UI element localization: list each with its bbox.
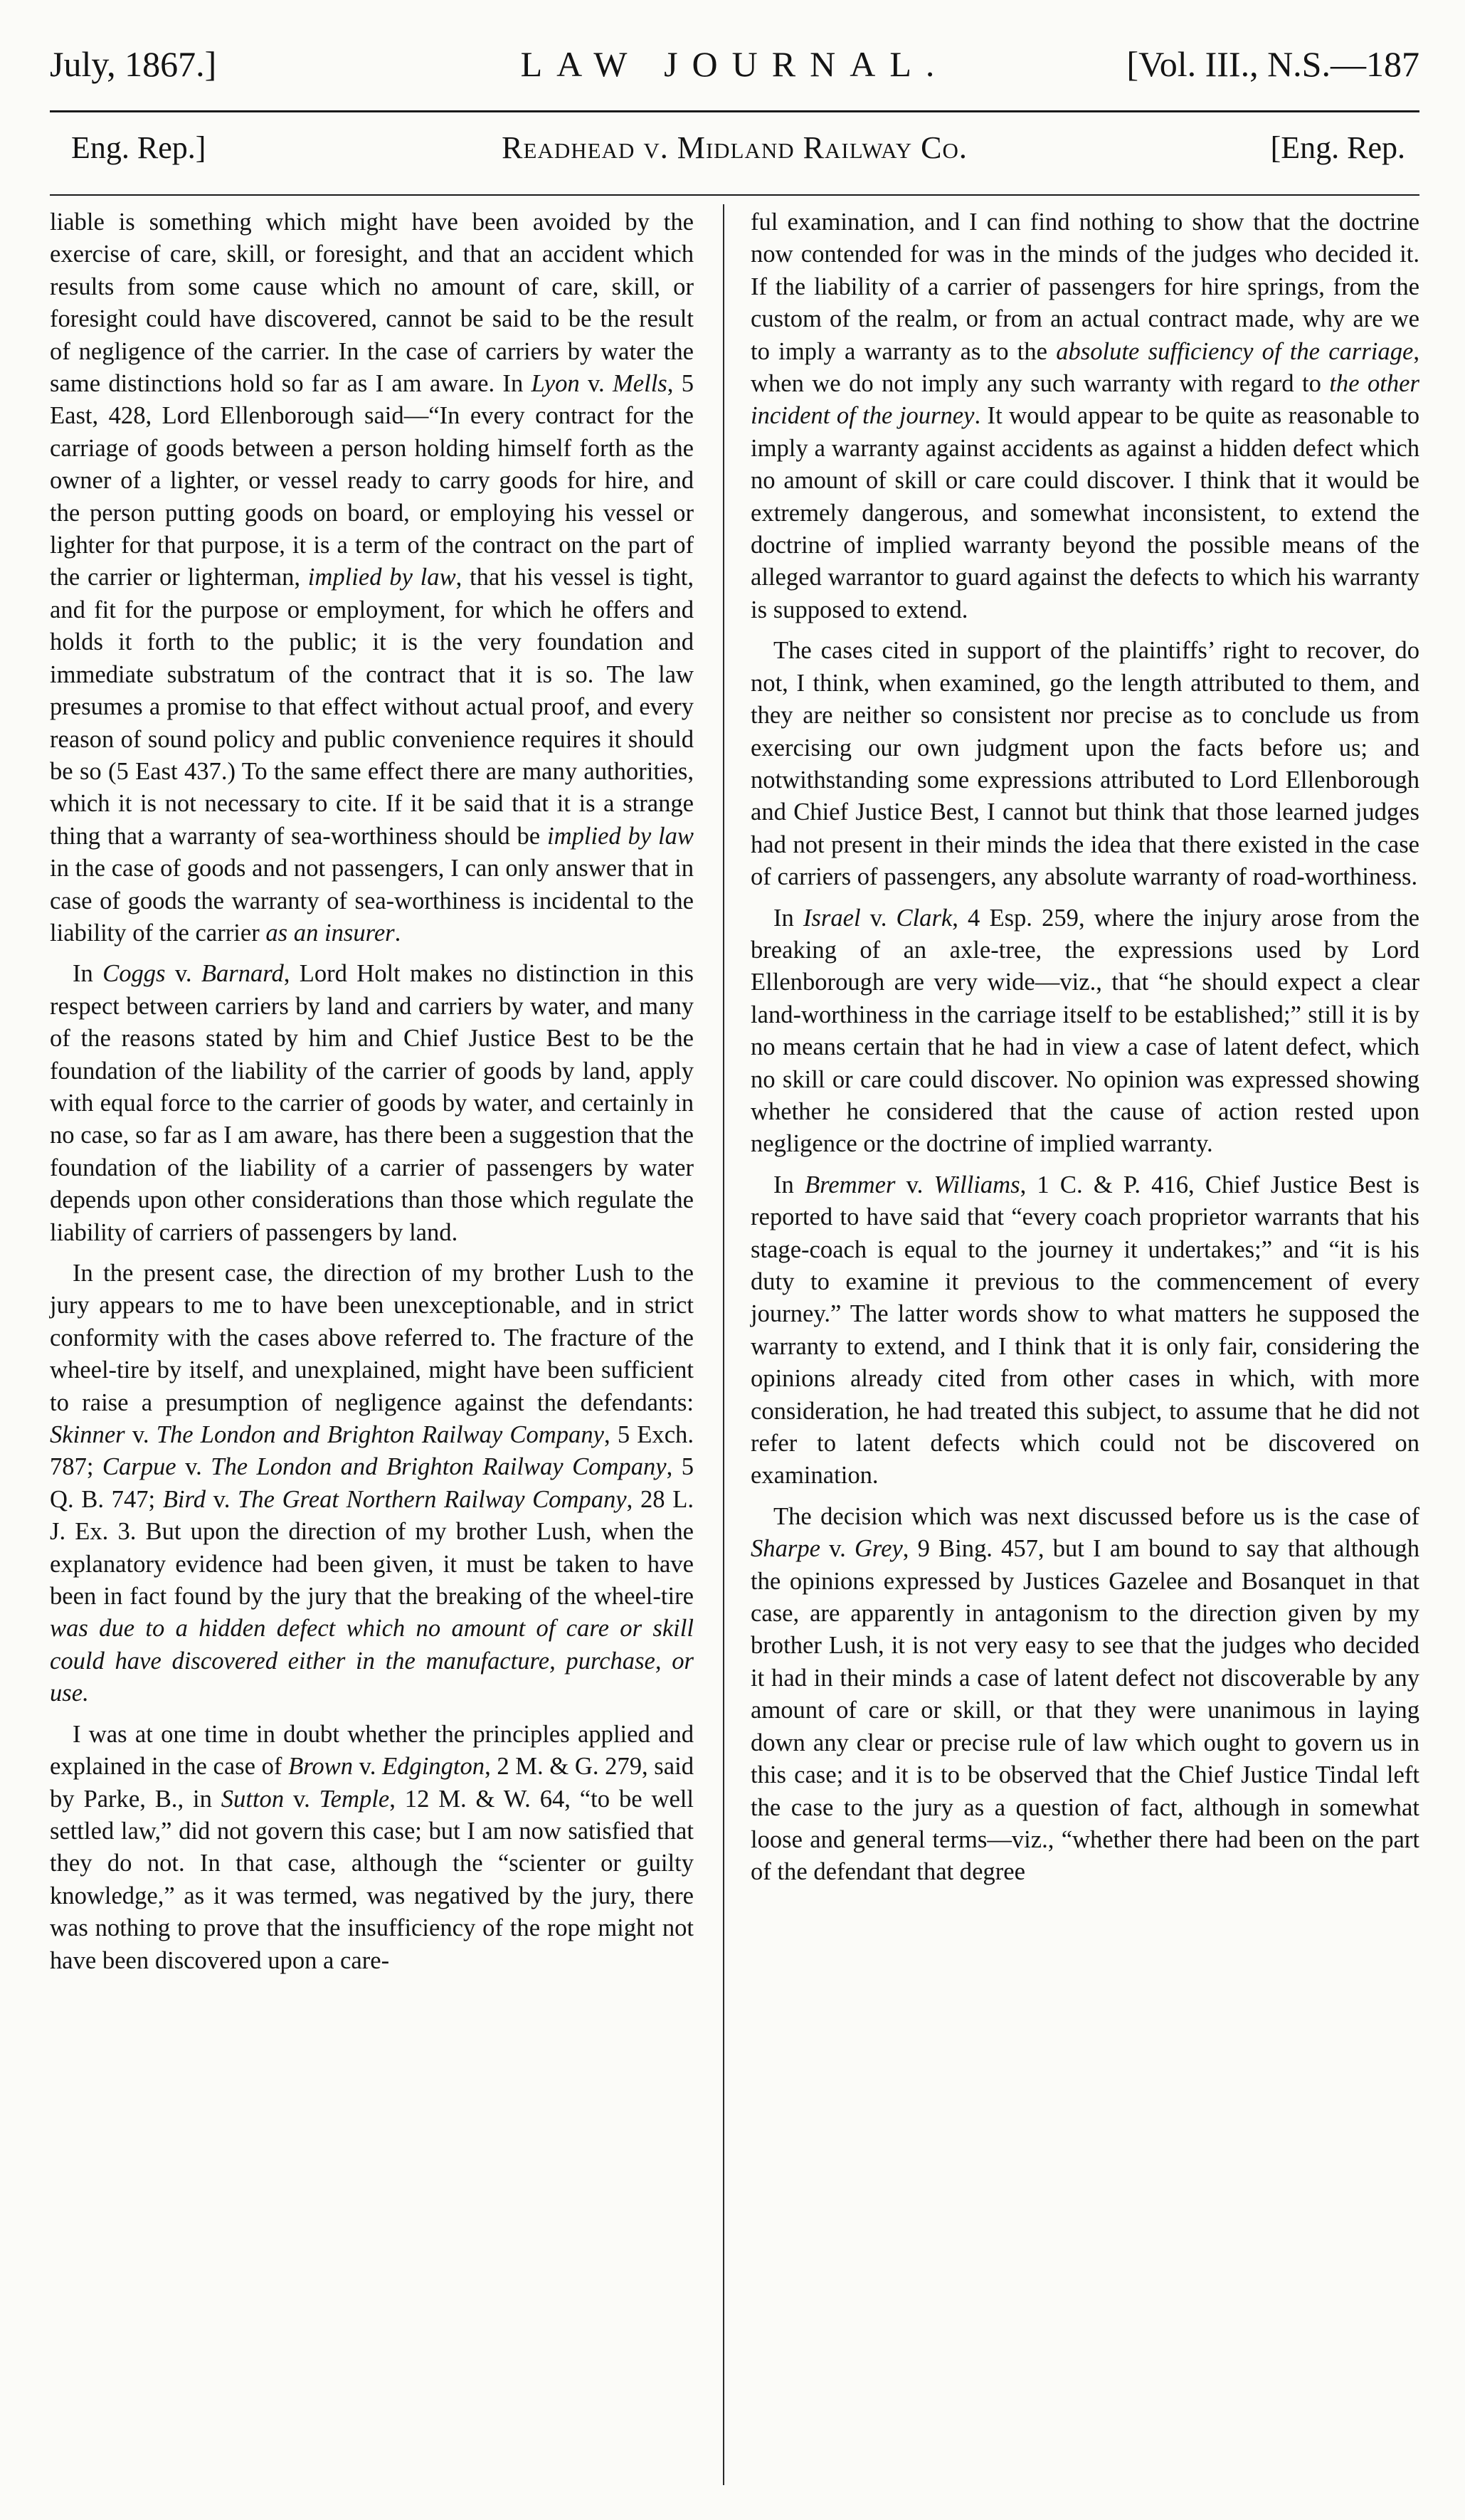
column-divider bbox=[723, 204, 724, 2485]
paragraph: In Israel v. Clark, 4 Esp. 259, where the injury arose from the breaking of an axle-tree, the expressions used by Lord Ellenborough are very wide—viz., that “he should expect a clear land-worthiness in the carriage itself to be established;” still it is by no means certain that he had in view a case of latent defect, which no skill or care could discover. No opinion was expressed showing whether he considered that the cause of action rested upon negligence or the doctrine of implied warranty. bbox=[751, 904, 1419, 1158]
right-column bbox=[751, 206, 1419, 1897]
section-left: Eng. Rep.] bbox=[71, 130, 206, 165]
left-column bbox=[50, 206, 694, 1986]
paragraph: liable is something which might have been avoided by the exercise of care, skill, or foresight, and that an accident which results from some cause which no amount of care, skill, or foresight could have discovered, cannot be said to be the result of negligence of the carrier. In the case of carriers by water the same distinctions hold so far as I am aware. In Lyon v. Mells, 5 East, 428, Lord Ellenborough said—“In every contract for the carriage of goods between a person holding himself forth as the owner of a lighter, or vessel ready to carry goods for hire, and the person putting goods on board, or employing his vessel or lighter for that purpose, it is a term of the contract on the part of the carrier or lighterman, implied by law, that his vessel is tight, and fit for the purpose or employment, for which he offers and holds it forth to the public; it is the very foundation and immediate substratum of the contract that it is so. The law presumes a promise to that effect without actual proof, and every reason of sound policy and public convenience requires it should be so (5 East 437.) To the same effect there are many authorities, which it is not necessary to cite. If it be said that it is a strange thing that a warranty of sea-worthiness should be implied by law in the case of goods and not passengers, I can only answer that in case of goods the warranty of sea-worthiness is incidental to the liability of the carrier as an insurer. bbox=[50, 209, 694, 947]
issue-date: July, 1867.] bbox=[50, 44, 217, 84]
running-head-rule bbox=[50, 194, 1419, 196]
volume-page: [Vol. III., N.S.—187 bbox=[1126, 44, 1419, 84]
journal-page bbox=[50, 39, 1419, 2494]
section-right: [Eng. Rep. bbox=[1270, 130, 1405, 165]
running-head bbox=[50, 121, 1419, 185]
paragraph: In the present case, the direction of my brother Lush to the jury appears to me to have been unexceptionable, and in strict conformity with the cases above referred to. The fracture of the wheel-tire by itself, and unexplained, might have been sufficient to raise a presumption of negligence against the defendants: Skinner v. The London and Brighton Railway Company, 5 Exch. 787; Carpue v. The London and Brighton Railway Company, 5 Q. B. 747; Bird v. The Great Northern Railway Company, 28 L. J. Ex. 3. But upon the direction of my brother Lush, when the explanatory evidence had been given, it must be taken to have been in fact found by the jury that the breaking of the wheel-tire was due to a hidden defect which no amount of care or skill could have discovered either in the manufacture, purchase, or use. bbox=[50, 1260, 694, 1707]
journal-title: LAW JOURNAL. bbox=[520, 44, 949, 84]
paragraph: In Bremmer v. Williams, 1 C. & P. 416, Chief Justice Best is reported to have said that “every coach proprietor warrants that his stage-coach is equal to the journey it undertakes;” and “it is his duty to examine it previous to the commencement of every journey.” The latter words show to what matters he supposed the warranty to extend, and I think that it is only fair, considering the opinions already cited from other cases in which, with more consideration, he had treated this subject, to assume that he did not refer to latent defects which could not be discovered on examination. bbox=[751, 1171, 1419, 1490]
paragraph: I was at one time in doubt whether the principles applied and explained in the case of Brown v. Edgington, 2 M. & G. 279, said by Parke, B., in Sutton v. Temple, 12 M. & W. 64, “to be well settled law,” did not govern this case; but I am now satisfied that they do not. In that case, although the “scienter or guilty knowledge,” as it was termed, was negatived by the jury, there was nothing to prove that the insufficiency of the rope might not have been discovered upon a care- bbox=[50, 1720, 694, 1974]
paragraph: ful examination, and I can find nothing to show that the doctrine now contended for was in the minds of the judges who decided it. If the liability of a carrier of passengers for hire springs, from the custom of the realm, or from an actual contract made, why are we to imply a warranty as to the absolute sufficiency of the carriage, when we do not imply any such warranty with regard to the other incident of the journey. It would appear to be quite as reasonable to imply a warranty against accidents as against a hidden defect which no amount of skill or care could discover. I think that it would be extremely dangerous, and somewhat inconsistent, to extend the doctrine of implied warranty beyond the possible means of the alleged warrantor to guard against the defects to which his warranty is supposed to extend. bbox=[751, 209, 1419, 623]
case-title: Readhead v. Midland Railway Co. bbox=[502, 130, 968, 165]
paragraph: The decision which was next discussed before us is the case of Sharpe v. Grey, 9 Bing. 457, but I am bound to say that although the opinions expressed by Justices Gazelee and Bosanquet in that case, are apparently in antagonism to the direction given by my brother Lush, it is not very easy to see that the judges who decided it had in their minds a case of latent defect not discoverable by any amount of care or skill, or that they were unanimous in laying down any clear or precise rule of law which ought to govern us in this case; and it is to be observed that the Chief Justice Tindal left the case to the jury as a question of fact, although in somewhat loose and general terms—viz., “whether there had been on the part of the defendant that degree bbox=[751, 1502, 1419, 1886]
masthead-rule bbox=[50, 110, 1419, 112]
masthead bbox=[50, 39, 1419, 110]
paragraph: The cases cited in support of the plaintiffs’ right to recover, do not, I think, when examined, go the length attributed to them, and they are neither so consistent nor precise as to conclude us from exercising our own judgment upon the facts before us; and notwithstanding some expressions attributed to Lord Ellenborough and Chief Justice Best, I cannot but think that those learned judges had not present in their minds the idea that there existed in the case of carriers of passengers, any absolute warranty of road-worthiness. bbox=[751, 637, 1419, 891]
paragraph: In Coggs v. Barnard, Lord Holt makes no distinction in this respect between carriers by land and carriers by water, and many of the reasons stated by him and Chief Justice Best to be the foundation of the liability of the carrier of goods by land, apply with equal force to the carrier of goods by water, and certainly in no case, so far as I am aware, has there been a suggestion that the foundation of the liability of a carrier of passengers by water depends upon other considerations than those which regulate the liability of carriers of passengers by land. bbox=[50, 960, 694, 1246]
